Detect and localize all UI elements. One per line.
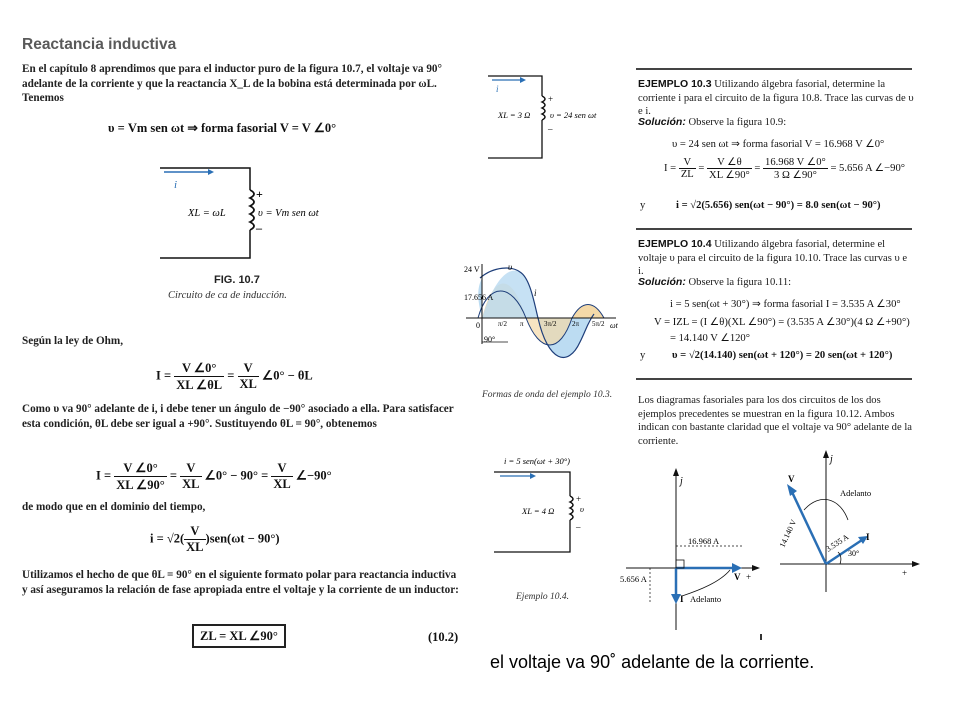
- svg-text:υ: υ: [508, 262, 513, 272]
- equation-time-domain: i = √2( $\frac{V}{XL}$ )sen(ωt − 90°): [150, 524, 280, 554]
- section-title: Reactancia inductiva: [22, 36, 177, 53]
- example-10-3-solution: Solución: Observe la figura 10.9:: [638, 116, 787, 128]
- svg-text:+: +: [576, 494, 582, 504]
- example-10-4-caption: Ejemplo 10.4.: [516, 592, 570, 602]
- inductor-circuit-figure: [150, 160, 340, 270]
- fig-current-label: i: [174, 179, 178, 191]
- svg-text:16.968 A: 16.968 A: [688, 536, 720, 546]
- equation-reactance-box: ZL = XL ∠90°: [192, 624, 286, 648]
- equation-phasor-form: υ = Vm sen ωt ⇒ forma fasorial V = V ∠0°: [108, 121, 337, 135]
- waveform-plot: [464, 262, 624, 374]
- polar-format-paragraph: Utilizamos el hecho de que θL = 90° en el siguiente formato polar para reactancia inductiva y así aseguramos la relación de fase apropiada entre el voltaje y la corriente de un inductor:: [22, 569, 459, 596]
- svg-text:i: i: [534, 288, 537, 298]
- svg-text:V: V: [734, 572, 741, 582]
- svg-text:24 V: 24 V: [464, 265, 480, 274]
- example-10-3-statement: EJEMPLO 10.3 Utilizando álgebra fasorial, determine la corriente i para el circuito de la figura 10.8. Trace las curvas de υ e i.: [638, 78, 914, 117]
- voltage-phasor-2: [792, 492, 826, 564]
- svg-text:V: V: [788, 474, 795, 484]
- example-10-4-line2: V = IZL = (I ∠θ)(XL ∠90°) = (3.535 A ∠30°)(4 Ω ∠+90°): [654, 317, 910, 328]
- svg-text:i = 5 sen(ωt + 30°): i = 5 sen(ωt + 30°): [504, 456, 570, 466]
- svg-text:I: I: [866, 532, 870, 542]
- svg-text:–: –: [576, 522, 581, 532]
- svg-text:π/2: π/2: [498, 320, 507, 328]
- equation-ohm: I = $\frac{V \angle 0^\circ}{XL \angle\theta L}$ = $\frac{V}{XL}$ ∠0° − θL: [156, 361, 313, 392]
- example-10-3-y: y: [640, 200, 646, 211]
- example-10-4-line3: = 14.140 V ∠120°: [670, 333, 750, 344]
- svg-text:–: –: [548, 124, 553, 134]
- svg-text:14.140 V: 14.140 V: [777, 518, 799, 549]
- phasor-diagram-paragraph: Los diagramas fasoriales para los dos circuitos de los dos ejemplos precedentes se muestran en la figura 10.12. Ambos indican con bastante claridad que el voltaje va 90° adelante de la corriente.: [638, 395, 912, 447]
- equation-current-phasor: I = $\frac{V \angle 0^\circ}{XL \angle 90^\circ}$ = $\frac{V}{XL}$ ∠0° − 90° = $\frac{V}{XL}$ ∠−90°: [96, 461, 332, 492]
- example-rule-bottom: [636, 378, 912, 380]
- svg-text:I: I: [680, 594, 684, 604]
- fig-v-label: υ = Vm sen ωt: [258, 208, 319, 219]
- example-rule-middle: [636, 228, 912, 230]
- phase-paragraph: Como υ va 90° adelante de i, i debe tener un ángulo de −90° asociado a ella. Para satisfacer esta condición, θL debe ser igual a +90°. Sustituyendo θL = 90°, obtenemos: [22, 403, 454, 430]
- example-10-3-line1: υ = 24 sen ωt ⇒ forma fasorial V = 16.968 V ∠0°: [672, 139, 885, 150]
- inductor-coil-icon: [250, 190, 254, 230]
- svg-text:Adelanto: Adelanto: [690, 594, 722, 604]
- svg-text:j: j: [830, 454, 833, 465]
- svg-text:3π/2: 3π/2: [544, 320, 557, 328]
- example-10-4-solution: Solución: Observe la figura 10.11:: [638, 276, 792, 288]
- phasor-diagram-1: [620, 464, 760, 636]
- fig-caption: Circuito de ca de inducción.: [168, 290, 287, 301]
- example-10-4-line4: υ = √2(14.140) sen(ωt + 120°) = 20 sen(ωt + 120°): [672, 350, 893, 361]
- svg-text:+: +: [746, 572, 752, 582]
- circuit-example-10-4: [486, 452, 626, 562]
- fig-xl-label: XL = ωL: [188, 208, 226, 219]
- svg-text:π: π: [520, 320, 524, 328]
- svg-text:+: +: [548, 94, 554, 104]
- svg-text:XL = 3 Ω: XL = 3 Ω: [498, 110, 531, 120]
- ohm-law-text: Según la ley de Ohm,: [22, 335, 124, 347]
- svg-text:5π/2: 5π/2: [592, 320, 605, 328]
- phasor-diagram-2: [770, 448, 920, 598]
- svg-text:υ: υ: [580, 504, 584, 514]
- time-domain-text: de modo que en el dominio del tiempo,: [22, 501, 206, 513]
- slide-caption: el voltaje va 90˚ adelante de la corriente.: [490, 652, 815, 672]
- svg-text:5.656 A: 5.656 A: [620, 574, 647, 584]
- svg-text:90°: 90°: [484, 335, 496, 344]
- page-mark: [760, 634, 762, 640]
- svg-text:υ = 24 sen ωt: υ = 24 sen ωt: [550, 110, 597, 120]
- example-10-4-statement: EJEMPLO 10.4 Utilizando álgebra fasorial, determine el voltaje υ para el circuito de la figura 10.10. Trace las curvas υ e i.: [638, 238, 908, 277]
- intro-paragraph: En el capítulo 8 aprendimos que para el inductor puro de la figura 10.7, el voltaje va 90° adelante de la corriente y que la reactancia X_L de la bobina está determinada por ωL. Tenemos: [22, 63, 442, 104]
- svg-text:XL = 4 Ω: XL = 4 Ω: [522, 506, 555, 516]
- svg-text:0: 0: [476, 321, 480, 330]
- waveform-caption: Formas de onda del ejemplo 10.3.: [482, 390, 613, 400]
- circuit-example-10-3: [480, 66, 620, 166]
- example-rule-top: [636, 68, 912, 70]
- example-10-4-line1: i = 5 sen(ωt + 30°) ⇒ forma fasorial I = 3.535 A ∠30°: [670, 299, 901, 310]
- fig-title: FIG. 10.7: [214, 274, 260, 286]
- svg-text:j: j: [680, 476, 683, 487]
- svg-text:17.656 A: 17.656 A: [464, 293, 494, 302]
- svg-text:Adelanto: Adelanto: [840, 488, 872, 498]
- equation-number: (10.2): [428, 630, 459, 644]
- svg-text:ωt: ωt: [610, 321, 618, 330]
- svg-text:2π: 2π: [572, 320, 580, 328]
- svg-text:+: +: [902, 568, 908, 578]
- example-10-3-line3: i = √2(5.656) sen(ωt − 90°) = 8.0 sen(ωt − 90°): [676, 200, 881, 211]
- svg-text:i: i: [496, 84, 499, 94]
- svg-text:30°: 30°: [848, 549, 860, 558]
- svg-text:3.535 A: 3.535 A: [824, 532, 851, 554]
- svg-text:–: –: [256, 221, 262, 235]
- example-10-3-line2: I = $\frac{V}{ZL}$ = $\frac{V \angle\theta}{XL \angle 90^\circ}$ = $\frac{16.968 V \angle 0^\circ}{3 \Omega \angle 90^\circ}$ = 5.656 A ∠−90°: [664, 157, 905, 181]
- example-10-4-y: y: [640, 350, 646, 361]
- svg-text:+: +: [256, 187, 263, 201]
